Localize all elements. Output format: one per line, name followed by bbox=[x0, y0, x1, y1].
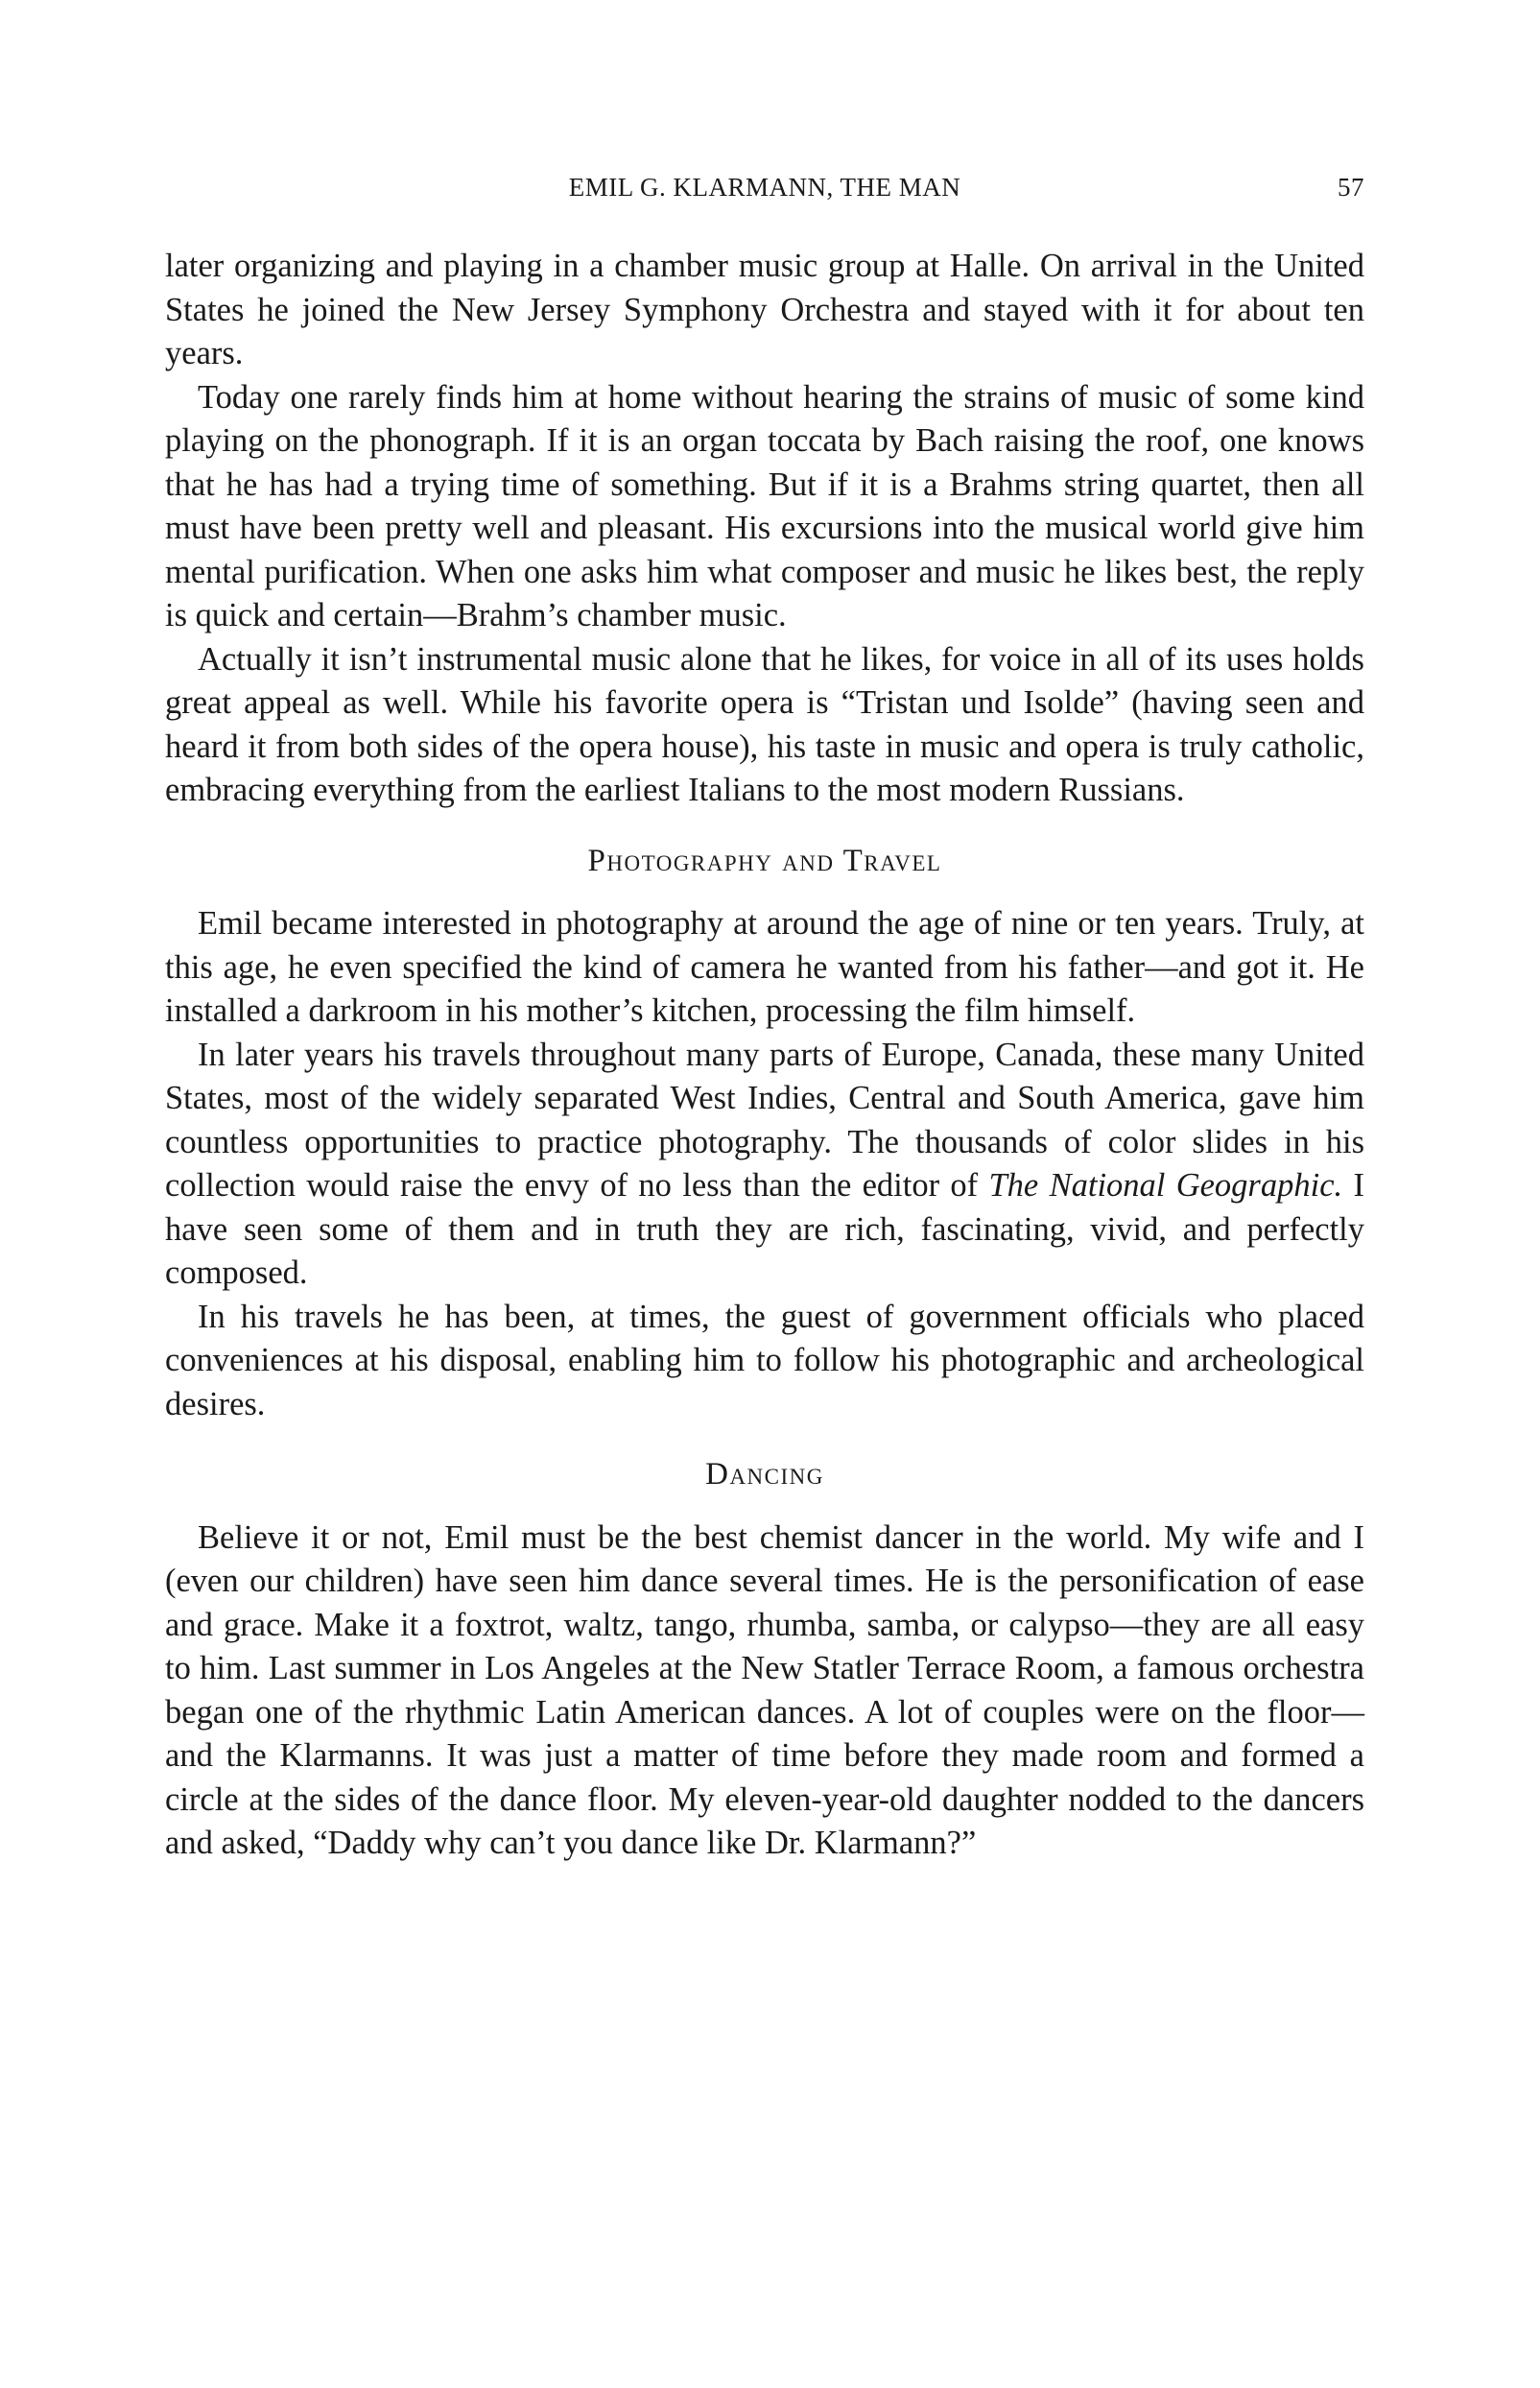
paragraph-opera: Actually it isn’t instrumental music alone that he likes, for voice in all of its uses holds great appeal as well. While his favorite opera is “Tristan und Isolde” (having seen and heard it from both sides of the opera house), his taste in music and opera is truly catholic, embracing everything from the earliest Italians to the most modern Russians. bbox=[165, 640, 1364, 808]
travels-text-before: In later years his travels throughout many parts of Europe, Canada, these many United States, most of the widely separated West Indies, Central and South America, gave him countless opportunities to practice photography. The thousands of color slides in his collection would raise the envy of no less than the editor of bbox=[165, 1036, 1364, 1204]
running-head bbox=[165, 173, 1364, 211]
travels-text-after: I have seen some of them and in truth they are rich, fascinating, vivid, and perfectly composed. bbox=[165, 1167, 1364, 1291]
section-heading-dancing: Dancing bbox=[705, 1457, 824, 1492]
paragraph-dancing: Believe it or not, Emil must be the best chemist dancer in the world. My wife and I (even our children) have seen him dance several times. He is the personification of ease and grace. Make it a foxtrot, waltz, tango, rhumba, samba, or calypso—they are all easy to him. Last summer in Los Angeles at the New Statler Terrace Room, a famous orchestra began one of the rhythmic Latin American dances. A lot of couples were on the floor—and the Klarmanns. It was just a matter of time before they made room and formed a circle at the sides of the dance floor. My eleven-year-old daughter nodded to the dancers and asked, “Daddy why can’t you dance like Dr. Klarmann?” bbox=[165, 1518, 1364, 1861]
page-number: 57 bbox=[1338, 173, 1364, 202]
paragraph-continuation: later organizing and playing in a chamber music group at Halle. On arrival in the United States he joined the New Jersey Symphony Orchestra and stayed with it for about ten years. bbox=[165, 248, 1364, 371]
paragraph-travels bbox=[165, 1034, 1364, 1296]
body-text bbox=[165, 245, 1364, 1866]
section-heading-photography: Photography and Travel bbox=[587, 843, 942, 878]
magazine-title: The National Geographic. bbox=[988, 1167, 1343, 1204]
paragraph-photography-start: Emil became interested in photography at around the age of nine or ten years. Truly, at this age, he even specified the kind of camera he wanted from his father—and got it. He installed a darkroom in his mother’s kitchen, processing the film himself. bbox=[165, 905, 1364, 1029]
paragraph-government-guest: In his travels he has been, at times, the guest of government officials who placed conveniences at his disposal, enabling him to follow his photographic and archeological desires. bbox=[165, 1298, 1364, 1422]
running-title: EMIL G. KLARMANN, THE MAN bbox=[568, 173, 961, 202]
paragraph-phonograph: Today one rarely finds him at home without hearing the strains of music of some kind playing on the phonograph. If it is an organ toccata by Bach raising the roof, one knows that he has had a trying time of something. But if it is a Brahms string quartet, then all must have been pretty well and pleasant. His excursions into the musical world give him mental purification. When one asks him what composer and music he likes best, the reply is quick and certain—Brahm’s chamber music. bbox=[165, 378, 1364, 633]
